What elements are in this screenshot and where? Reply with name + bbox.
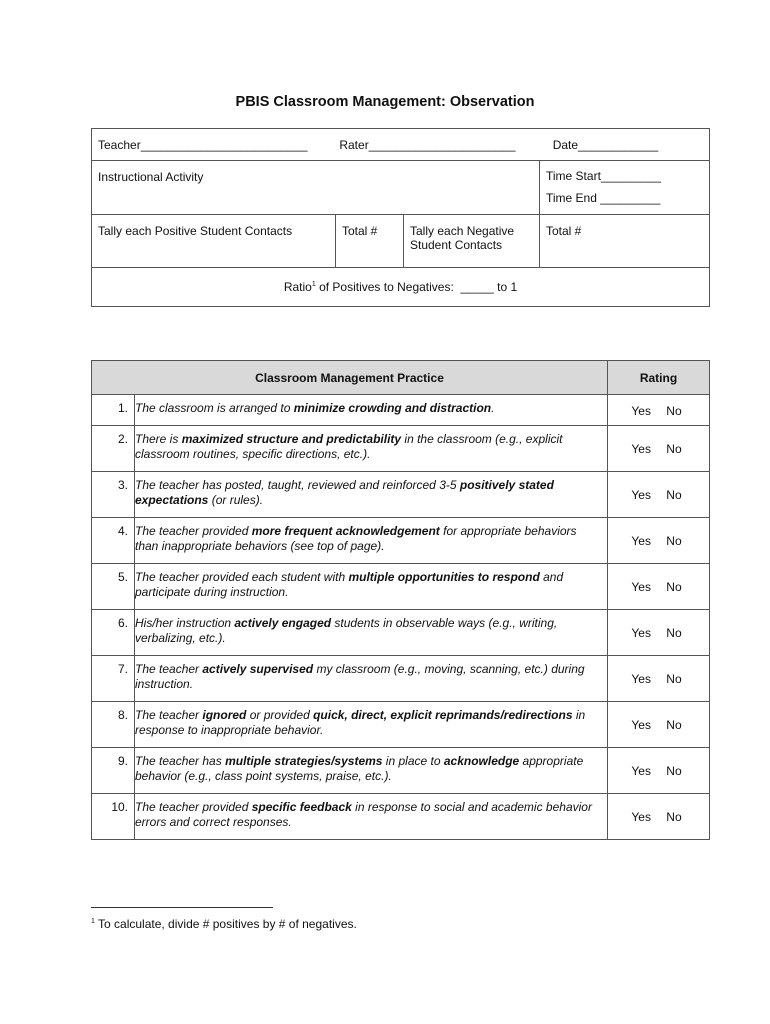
practice-column-header: Classroom Management Practice: [92, 361, 608, 395]
practice-row: [92, 748, 710, 794]
rater-field[interactable]: Rater______________________: [339, 138, 516, 152]
date-field[interactable]: Date____________: [552, 138, 659, 152]
practice-text-post: and participate during instruction.: [135, 570, 564, 599]
practice-text-bold: multiple strategies/systems: [225, 754, 383, 768]
practice-row: [92, 702, 710, 748]
rating-yes-no[interactable]: Yes No: [608, 702, 710, 748]
practice-text: [135, 518, 608, 564]
practice-text: [135, 472, 608, 518]
practice-row: [92, 656, 710, 702]
ratio-text: of Positives to Negatives: _____ to 1: [315, 280, 518, 294]
row-number: 9.: [92, 748, 135, 794]
practice-text-mid: in place to: [382, 754, 444, 768]
row-number: 7.: [92, 656, 135, 702]
practice-text-pre: The teacher has posted, taught, reviewed and reinforced 3-5: [135, 478, 460, 492]
practice-row: [92, 794, 710, 840]
practice-text-post: for appropriate behaviors than inappropriate behaviors (see top of page).: [135, 524, 577, 553]
practice-text-pre: The classroom is arranged to: [135, 401, 294, 415]
practice-text-post: appropriate behavior (e.g., class point systems, praise, etc.).: [135, 754, 584, 783]
tally-negative-cell[interactable]: [404, 215, 540, 268]
practice-text-bold: specific feedback: [251, 800, 352, 814]
row-number: 1.: [92, 395, 135, 426]
total-positive-cell[interactable]: [336, 215, 404, 268]
practice-text-pre: The teacher provided: [135, 524, 252, 538]
practice-row: [92, 472, 710, 518]
practice-text-pre: There is: [135, 432, 182, 446]
practice-text-post: in response to social and academic behavior errors and correct responses.: [135, 800, 592, 829]
teacher-field[interactable]: Teacher_________________________: [98, 138, 308, 152]
row-number: 3.: [92, 472, 135, 518]
total-negative-label: Total #: [546, 224, 582, 238]
ratio-footnote-marker: 1: [311, 281, 316, 288]
rating-yes-no[interactable]: Yes No: [608, 610, 710, 656]
practice-row: [92, 426, 710, 472]
practice-row: [92, 518, 710, 564]
practice-text-bold: actively supervised: [202, 662, 314, 676]
practice-text-post: in the classroom (e.g., explicit classroom routines, specific directions, etc.).: [135, 432, 563, 461]
practice-row: [92, 395, 710, 426]
practice-text: [135, 564, 608, 610]
practice-text-pre: His/her instruction: [135, 616, 235, 630]
practice-text-post: in response to inappropriate behavior.: [135, 708, 586, 737]
row-number: 4.: [92, 518, 135, 564]
practice-text: [135, 426, 608, 472]
time-end-field[interactable]: Time End _________: [546, 191, 661, 205]
footnote-text: To calculate, divide # positives by # of negatives.: [94, 917, 357, 931]
instructional-activity-label: Instructional Activity: [98, 170, 204, 184]
practice-text-bold: ignored: [202, 708, 247, 722]
practice-text: [135, 794, 608, 840]
practice-text-bold: actively engaged: [234, 616, 332, 630]
tally-positive-label: Tally each Positive Student Contacts: [98, 224, 293, 238]
footnote-divider: [91, 907, 273, 908]
rating-yes-no[interactable]: Yes No: [608, 472, 710, 518]
practice-text-mid: or provided: [246, 708, 314, 722]
practice-text-post: my classroom (e.g., moving, scanning, etc.) during instruction.: [135, 662, 585, 691]
practice-row: [92, 564, 710, 610]
practice-text-bold: minimize crowding and distraction: [293, 401, 492, 415]
row-number: 10.: [92, 794, 135, 840]
practice-text-bold-2: quick, direct, explicit reprimands/redirections: [313, 708, 573, 722]
footnote: [91, 917, 357, 931]
rating-yes-no[interactable]: Yes No: [608, 564, 710, 610]
practice-text: [135, 610, 608, 656]
rating-yes-no[interactable]: Yes No: [608, 748, 710, 794]
observation-header-table: [91, 128, 710, 307]
practice-text-bold-2: acknowledge: [443, 754, 520, 768]
time-cell: [540, 161, 710, 215]
rating-yes-no[interactable]: Yes No: [608, 518, 710, 564]
row-number: 5.: [92, 564, 135, 610]
practice-text-pre: The teacher has: [135, 754, 226, 768]
instructional-activity-field[interactable]: [92, 161, 540, 215]
practice-text-post: (or rules).: [208, 493, 264, 507]
practice-text-post: students in observable ways (e.g., writing, verbalizing, etc.).: [135, 616, 558, 645]
practice-text-pre: The teacher provided: [135, 800, 252, 814]
rating-yes-no[interactable]: Yes No: [608, 426, 710, 472]
practice-text-pre: The teacher: [135, 708, 203, 722]
practice-row: [92, 610, 710, 656]
rating-column-header: Rating: [608, 361, 710, 395]
row-number: 2.: [92, 426, 135, 472]
footnote-marker: 1: [91, 918, 95, 925]
practice-text-pre: The teacher provided each student with: [135, 570, 349, 584]
ratio-prefix: Ratio: [283, 280, 312, 294]
practice-text: [135, 748, 608, 794]
rating-yes-no[interactable]: Yes No: [608, 794, 710, 840]
row-number: 8.: [92, 702, 135, 748]
rating-yes-no[interactable]: Yes No: [608, 656, 710, 702]
practice-text-bold: maximized structure and predictability: [181, 432, 402, 446]
practice-text-bold: positively stated expectations: [135, 478, 554, 507]
rating-yes-no[interactable]: Yes No: [608, 395, 710, 426]
practice-text-post: .: [491, 401, 495, 415]
practice-text: [135, 656, 608, 702]
tally-positive-cell[interactable]: [92, 215, 336, 268]
total-negative-cell[interactable]: [540, 215, 710, 268]
practice-text: [135, 395, 608, 426]
row-number: 6.: [92, 610, 135, 656]
page-title: PBIS Classroom Management: Observation: [235, 94, 535, 110]
practice-text-bold: more frequent acknowledgement: [251, 524, 440, 538]
tally-negative-label: Tally each Negative Student Contacts: [410, 224, 515, 252]
practice-text-pre: The teacher: [135, 662, 203, 676]
total-positive-label: Total #: [342, 224, 378, 238]
practice-text-bold: multiple opportunities to respond: [348, 570, 540, 584]
time-start-field[interactable]: Time Start_________: [546, 169, 661, 183]
practice-table: [91, 360, 710, 840]
practice-text: [135, 702, 608, 748]
teacher-rater-date-row: [92, 129, 710, 161]
ratio-row[interactable]: [92, 268, 710, 307]
